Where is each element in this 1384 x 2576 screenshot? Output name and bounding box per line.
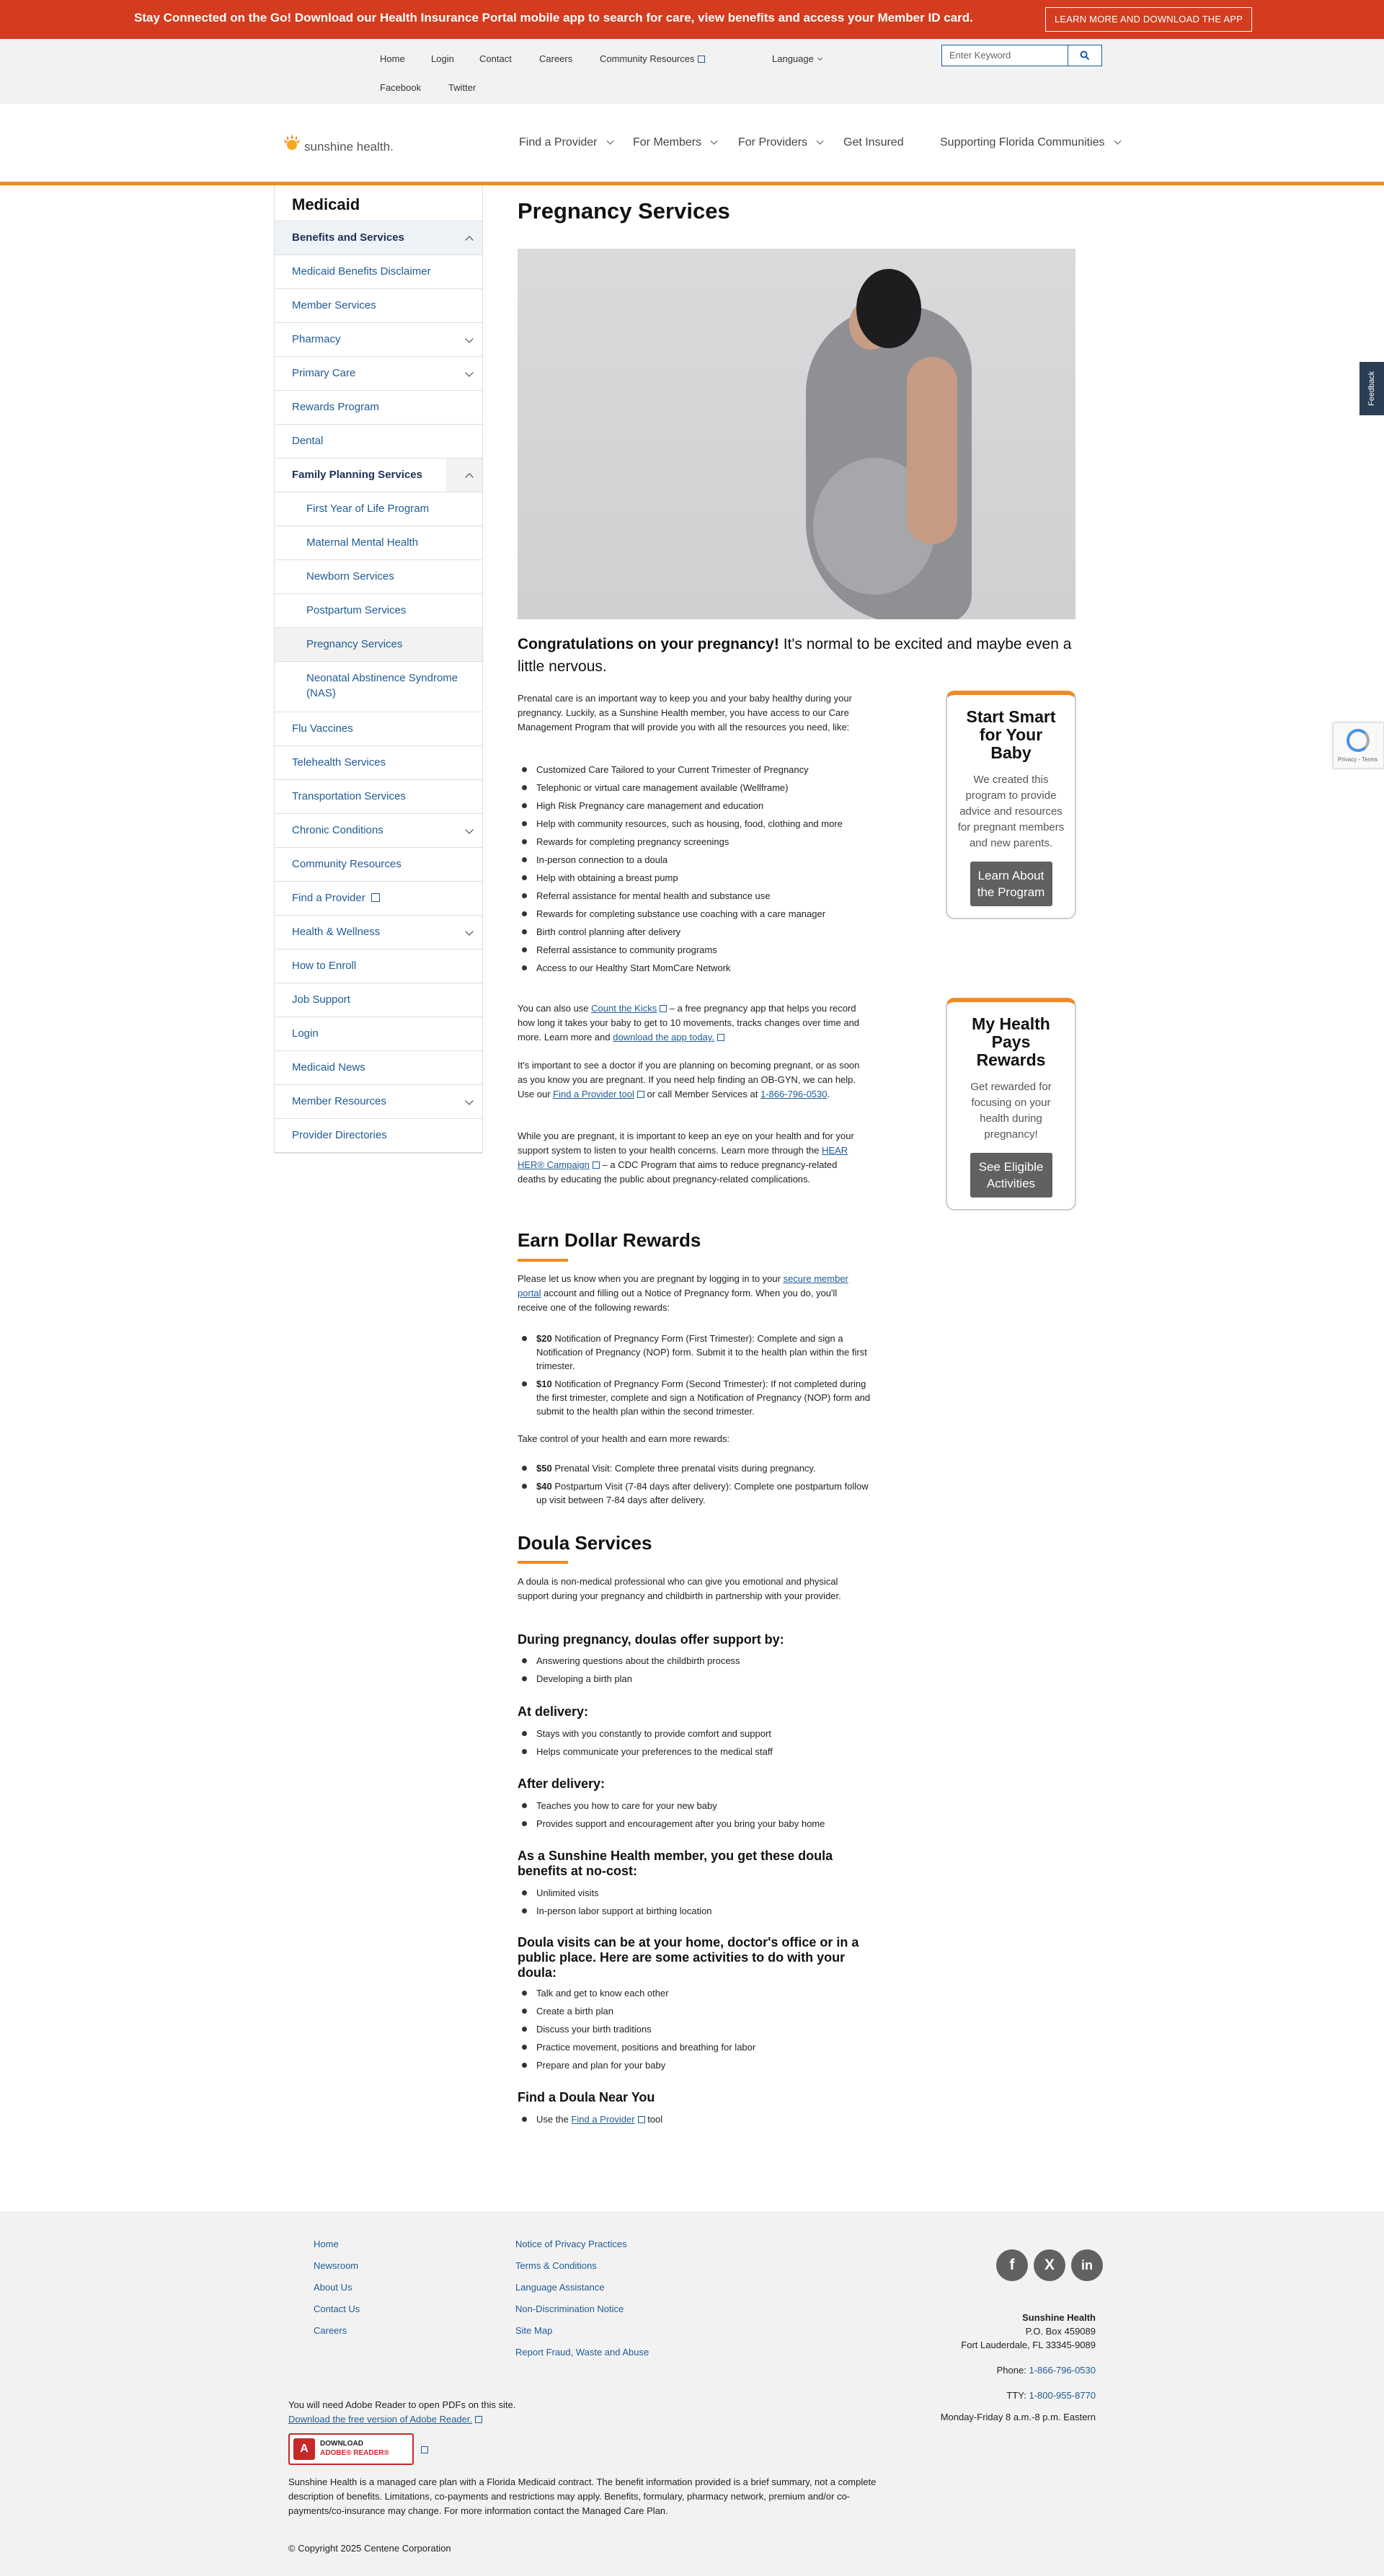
heading-underline (518, 1259, 568, 1262)
find-doula-list (518, 2112, 871, 2130)
adobe-pdf-icon: A (293, 2438, 315, 2460)
intro-paragraph: Prenatal care is an important way to keep you and your baby healthy during your pregnancy. Luckily, as a Sunshine Health member, you have access to our Care Management Program that will provide you with all the resources you need, like: (518, 693, 852, 732)
list-item: Answering questions about the childbirth process (518, 1654, 871, 1668)
feedback-tab[interactable]: Feedback (1359, 362, 1384, 415)
chevron-down-icon (817, 138, 824, 145)
sidebar-item-label: Chronic Conditions (292, 824, 383, 836)
learn-about-program-button[interactable]: Learn About the Program (970, 862, 1052, 906)
sidebar-item-provider-directories[interactable]: Provider Directories (275, 1119, 482, 1153)
external-link-icon (371, 893, 380, 902)
recaptcha-text: Privacy - Terms (1338, 756, 1378, 763)
list-item: Teaches you how to care for your new baby (518, 1799, 871, 1813)
list-item: High Risk Pregnancy care management and education (518, 799, 871, 813)
hear-her-campaign-link[interactable]: HEAR HER® Campaign (518, 1145, 848, 1170)
external-link-icon (637, 1091, 644, 1098)
list-item: Prepare and plan for your baby (518, 2058, 871, 2072)
list-item: Unlimited visits (518, 1886, 871, 1900)
card-text: We created this program to provide advice and resources for pregnant members and new parents. (957, 774, 1065, 849)
sun-logo-icon (281, 133, 303, 154)
sidebar-item-label: Pharmacy (292, 333, 341, 345)
text: It's important to see a doctor if you are planning on becoming pregnant, or as soon as you know you are pregnant. If you need help finding an OB-GYN, we can help. Use our (518, 1060, 860, 1099)
sidebar-item-member-services[interactable]: Member Services (275, 289, 482, 323)
see-doctor-paragraph (518, 1058, 864, 1102)
doula-services-heading: Doula Services (518, 1532, 652, 1554)
sidebar-item-label: Member Resources (292, 1095, 386, 1107)
list-item: Create a birth plan (518, 2004, 871, 2018)
download-app-link[interactable]: download the app today. (613, 1032, 714, 1043)
list-item: Birth control planning after delivery (518, 925, 871, 939)
footer-tty-link[interactable]: 1-800-955-8770 (1029, 2390, 1096, 2401)
list-item: Customized Care Tailored to your Current Trimester of Pregnancy (518, 763, 871, 776)
member-services-phone-link[interactable]: 1-866-796-0530 (760, 1089, 828, 1099)
logo-text: sunshine health. (304, 140, 394, 154)
banner-text: Stay Connected on the Go! Download our Health Insurance Portal mobile app to search for care, view benefits and access your Member ID card. (134, 11, 973, 25)
sidebar-item-medicaid-news[interactable]: Medicaid News (275, 1051, 482, 1085)
chevron-up-icon[interactable] (465, 236, 473, 244)
footer-language-link[interactable]: Language Assistance (515, 2282, 605, 2293)
community-resources-label: Community Resources (600, 53, 695, 64)
text: account and filling out a Notice of Pregnancy form. When you do, you'll receive one of the following rewards: (518, 1288, 838, 1313)
sidebar-item-medicaid-benefits-disclaimer[interactable]: Medicaid Benefits Disclaimer (275, 255, 482, 289)
nav-for-members[interactable] (633, 136, 717, 149)
reward-amount: $20 (536, 1333, 552, 1344)
sidebar-title: Medicaid (275, 185, 482, 221)
language-dropdown[interactable] (772, 53, 822, 64)
sidebar-item-health-wellness[interactable] (275, 916, 482, 950)
sidebar-item-chronic-conditions[interactable] (275, 814, 482, 848)
list-item (518, 1332, 871, 1373)
text: tool (644, 2114, 663, 2125)
adobe-badge-line2: ADOBE® READER® (320, 2449, 389, 2457)
sidebar-item-job-support[interactable]: Job Support (275, 983, 482, 1017)
card-text: Get rewarded for focusing on your health during pregnancy! (970, 1081, 1052, 1141)
site-header (0, 104, 1384, 185)
text: – a CDC Program that aims to reduce pregnancy-related deaths by educating the public about pregnancy-related complications. (518, 1159, 838, 1185)
sidebar-nav (274, 185, 483, 1154)
footer-phone-link[interactable]: 1-866-796-0530 (1029, 2365, 1096, 2376)
footer-terms-link[interactable]: Terms & Conditions (515, 2260, 597, 2271)
count-the-kicks-link[interactable]: Count the Kicks (591, 1003, 657, 1014)
external-link-icon (638, 2116, 645, 2123)
sidebar-item-pregnancy-services[interactable]: Pregnancy Services (275, 628, 482, 662)
footer-company-name: Sunshine Health (1022, 2312, 1096, 2323)
footer-phone (807, 2365, 1096, 2376)
chevron-down-icon (711, 138, 718, 145)
nav-for-providers[interactable] (738, 136, 822, 149)
reward-text: Notification of Pregnancy Form (First Trimester): Complete and sign a Notification of Pregnancy (NOP) form. Submit it to the health plan within the first trimester. (536, 1333, 867, 1371)
sidebar-item-maternal-mental-health[interactable]: Maternal Mental Health (275, 526, 482, 560)
list-item: Talk and get to know each other (518, 1986, 871, 2000)
footer-newsroom-link[interactable]: Newsroom (314, 2260, 359, 2271)
list-item (518, 1377, 871, 1418)
util-community-resources-link[interactable] (600, 53, 705, 64)
sidebar-item-newborn-services[interactable]: Newborn Services (275, 560, 482, 594)
rewards-intro-paragraph (518, 1272, 864, 1315)
hero-hair-shape (856, 269, 921, 348)
linkedin-icon[interactable]: in (1071, 2249, 1103, 2281)
external-link-icon (475, 2416, 482, 2423)
doula-intro-paragraph: A doula is non-medical professional who can give you emotional and physical support during your pregnancy and childbirth in partnership with your provider. (518, 1576, 841, 1601)
find-doula-heading: Find a Doula Near You (518, 2090, 655, 2104)
nav-get-insured[interactable]: Get Insured (843, 136, 904, 149)
footer-sitemap-link[interactable]: Site Map (515, 2325, 553, 2336)
util-home-link[interactable]: Home (380, 53, 405, 64)
nav-find-a-provider[interactable] (519, 136, 613, 149)
text: Use the (536, 2114, 572, 2125)
sidebar-item-how-to-enroll[interactable]: How to Enroll (275, 950, 482, 983)
take-control-text: Take control of your health and earn more rewards: (518, 1433, 730, 1444)
reward-amount: $40 (536, 1481, 552, 1492)
facebook-link[interactable]: Facebook (380, 82, 422, 93)
text: While you are pregnant, it is important to keep an eye on your health and for your support system to listen to your health concerns. Learn more through the (518, 1130, 854, 1156)
list-item (518, 2112, 871, 2126)
chevron-down-icon[interactable] (465, 1097, 473, 1105)
page-title: Pregnancy Services (518, 198, 730, 223)
reward-text: Prenatal Visit: Complete three prenatal visits during pregnancy. (551, 1463, 816, 1474)
site-footer (0, 2211, 1384, 2576)
twitter-link[interactable]: Twitter (448, 82, 476, 93)
footer-careers-link[interactable]: Careers (314, 2325, 347, 2336)
language-label: Language (772, 53, 814, 64)
doula-delivery-list (518, 1727, 871, 1763)
external-link-icon (717, 1034, 724, 1041)
pregnant-woman-hero-image (518, 249, 1075, 619)
footer-address-2: Fort Lauderdale, FL 33345-9089 (961, 2340, 1096, 2350)
my-health-pays-card (946, 998, 1076, 1210)
list-item: Help with obtaining a breast pump (518, 871, 871, 885)
utility-bar (0, 39, 1384, 104)
external-link-icon (421, 2446, 428, 2453)
footer-hours: Monday-Friday 8 a.m.-8 p.m. Eastern (940, 2412, 1096, 2422)
list-item: Access to our Healthy Start MomCare Network (518, 961, 871, 975)
app-download-banner (0, 0, 1384, 39)
count-the-kicks-paragraph (518, 1001, 864, 1045)
adobe-reader-link[interactable]: Download the free version of Adobe Reader. (288, 2414, 473, 2425)
text: – a free pregnancy app that helps you record how long it takes your baby to get to 10 movements, tracks changes over time and more. Learn more and (518, 1003, 860, 1043)
sidebar-item-community-resources[interactable]: Community Resources (275, 848, 482, 882)
sidebar-item-label: Family Planning Services (292, 469, 422, 481)
chevron-down-icon (817, 56, 822, 61)
sidebar-item-label: Health & Wellness (292, 926, 381, 938)
chevron-down-icon (606, 138, 613, 145)
heading-underline (518, 1561, 568, 1564)
care-list (518, 763, 871, 979)
footer-nondiscrimination-link[interactable]: Non-Discrimination Notice (515, 2303, 624, 2314)
sidebar-item-first-year-of-life[interactable]: First Year of Life Program (275, 492, 482, 526)
list-item: In-person labor support at birthing location (518, 1904, 871, 1918)
footer-report-fraud-link[interactable]: Report Fraud, Waste and Abuse (515, 2347, 649, 2358)
sidebar-item-member-resources[interactable] (275, 1085, 482, 1119)
text: . (827, 1089, 830, 1099)
list-item: Provides support and encouragement after you bring your baby home (518, 1817, 871, 1831)
list-item: Help with community resources, such as housing, food, clothing and more (518, 817, 871, 831)
footer-home-link[interactable]: Home (314, 2239, 339, 2249)
earn-dollar-rewards-heading: Earn Dollar Rewards (518, 1229, 701, 1251)
find-a-provider-tool-link[interactable]: Find a Provider tool (553, 1089, 634, 1099)
facebook-icon[interactable]: f (996, 2249, 1028, 2281)
list-item: Developing a birth plan (518, 1672, 871, 1686)
sidebar-item-label: Benefits and Services (292, 231, 404, 244)
doula-after-list (518, 1799, 871, 1835)
chevron-down-icon[interactable] (465, 335, 473, 342)
secure-member-portal-link[interactable]: secure member portal (518, 1273, 848, 1298)
nav-supporting-florida[interactable] (940, 136, 1120, 149)
list-item (518, 1461, 871, 1475)
reward-amount: $50 (536, 1463, 552, 1474)
doula-benefits-list (518, 1886, 871, 1922)
nav-label: Supporting Florida Communities (940, 136, 1105, 149)
sidebar-item-find-a-provider[interactable] (275, 882, 482, 916)
doula-after-heading: After delivery: (518, 1776, 606, 1791)
find-a-provider-link[interactable]: Find a Provider (571, 2114, 635, 2125)
nav-label: For Members (633, 136, 702, 149)
chevron-down-icon[interactable] (465, 927, 473, 935)
list-item: Stays with you constantly to provide comfort and support (518, 1727, 871, 1740)
tty-label: TTY: (1006, 2390, 1029, 2401)
sidebar-item-login[interactable]: Login (275, 1017, 482, 1051)
list-item: Telephonic or virtual care management available (Wellframe) (518, 781, 871, 795)
util-careers-link[interactable]: Careers (539, 53, 573, 64)
learn-more-download-button[interactable]: LEARN MORE AND DOWNLOAD THE APP (1045, 7, 1252, 32)
adobe-reader-badge[interactable] (288, 2433, 414, 2465)
external-link-icon (593, 1161, 600, 1169)
x-twitter-icon[interactable]: X (1034, 2249, 1065, 2281)
sidebar-item-transportation[interactable]: Transportation Services (275, 780, 482, 814)
card-title: Start Smart for Your Baby (966, 707, 1056, 762)
hear-her-paragraph (518, 1129, 864, 1187)
footer-about-link[interactable]: About Us (314, 2282, 352, 2293)
phone-label: Phone: (996, 2365, 1029, 2376)
list-item: Referral assistance for mental health and substance use (518, 889, 871, 903)
adobe-note: You will need Adobe Reader to open PDFs on this site. (288, 2399, 516, 2410)
card-title: My Health Pays Rewards (972, 1014, 1050, 1069)
footer-copyright: © Copyright 2025 Centene Corporation (288, 2543, 451, 2554)
reward-amount: $10 (536, 1378, 552, 1389)
sidebar-item-dental[interactable]: Dental (275, 425, 482, 459)
search-icon (1080, 50, 1090, 61)
list-item: Referral assistance to community programs (518, 943, 871, 957)
sidebar-item-label: Find a Provider (292, 892, 365, 904)
list-item: Rewards for completing substance use coaching with a care manager (518, 907, 871, 921)
doula-during-heading: During pregnancy, doulas offer support by: (518, 1632, 784, 1647)
hero-arm-shape (907, 357, 957, 544)
adobe-link-wrap (288, 2414, 482, 2425)
sunshine-health-logo[interactable] (281, 133, 394, 154)
doula-delivery-heading: At delivery: (518, 1704, 589, 1719)
list-item: In-person connection to a doula (518, 853, 871, 867)
adobe-badge-text (320, 2439, 389, 2458)
nav-label: For Providers (738, 136, 808, 149)
rewards-list-1 (518, 1332, 871, 1422)
doula-visits-heading: Doula visits can be at your home, doctor's office or in a public place. Here are some activities to do with your doula: (518, 1935, 859, 1980)
sidebar-item-pharmacy[interactable] (275, 323, 482, 357)
sidebar-item-telehealth[interactable]: Telehealth Services (275, 746, 482, 780)
external-link-icon (660, 1005, 667, 1012)
doula-during-list (518, 1654, 871, 1690)
chevron-down-icon[interactable] (465, 368, 473, 376)
util-contact-link[interactable]: Contact (479, 53, 512, 64)
search-button[interactable] (1068, 45, 1102, 66)
footer-address-1: P.O. Box 459089 (1025, 2326, 1096, 2337)
chevron-down-icon (1114, 138, 1121, 145)
see-eligible-activities-button[interactable]: See Eligible Activities (970, 1153, 1052, 1198)
sidebar-item-benefits-and-services[interactable] (275, 221, 482, 255)
sidebar-item-flu-vaccines[interactable]: Flu Vaccines (275, 712, 482, 746)
chevron-down-icon[interactable] (465, 826, 473, 833)
sidebar-item-rewards-program[interactable]: Rewards Program (275, 391, 482, 425)
list-item: Rewards for completing pregnancy screenings (518, 835, 871, 849)
recaptcha-badge[interactable] (1333, 722, 1384, 769)
list-item (518, 1479, 871, 1507)
text: Please let us know when you are pregnant by logging in to your (518, 1273, 784, 1284)
lead-bold: Congratulations on your pregnancy! (518, 636, 779, 652)
footer-tty (807, 2390, 1096, 2401)
reward-text: Notification of Pregnancy Form (Second Trimester): If not completed during the first trimester, complete and sign a Notification of Pregnancy (NOP) form and submit to the health plan within the second trimester. (536, 1378, 871, 1417)
list-item: Helps communicate your preferences to the medical staff (518, 1745, 871, 1758)
footer-privacy-link[interactable]: Notice of Privacy Practices (515, 2239, 627, 2249)
sidebar-item-postpartum-services[interactable]: Postpartum Services (275, 594, 482, 628)
footer-contact-link[interactable]: Contact Us (314, 2303, 360, 2314)
search-input[interactable]: Enter Keyword (941, 45, 1068, 66)
sidebar-item-primary-care[interactable] (275, 357, 482, 391)
rewards-list-2 (518, 1461, 871, 1511)
text: or call Member Services at (644, 1089, 760, 1099)
toggle-background (446, 459, 482, 492)
lead-rest: It's normal to be excited and maybe even a little nervous. (518, 636, 1072, 675)
external-link-icon (698, 56, 705, 63)
reward-text: Postpartum Visit (7-84 days after delivery): Complete one postpartum follow up visit between 7-84 days after delivery. (536, 1481, 869, 1505)
list-item: Practice movement, positions and breathing for labor (518, 2040, 871, 2054)
doula-benefits-heading: As a Sunshine Health member, you get these doula benefits at no-cost: (518, 1849, 833, 1878)
start-smart-card (946, 691, 1076, 919)
sidebar-item-label: Primary Care (292, 367, 356, 379)
text: You can also use (518, 1003, 592, 1014)
adobe-badge-line1: DOWNLOAD (320, 2440, 363, 2448)
footer-disclaimer: Sunshine Health is a managed care plan with a Florida Medicaid contract. The benefit information provided is a brief summary, not a complete description of benefits. Limitations, co-payments and restrictions may apply. Benefits, formulary, pharmacy network, premium and/or co-payments/co-insurance may change. For more information contact the Managed Care Plan. (288, 2477, 877, 2516)
nav-label: Find a Provider (519, 136, 598, 149)
doula-visits-list (518, 1986, 871, 2076)
sidebar-item-family-planning[interactable] (275, 459, 482, 492)
list-item: Discuss your birth traditions (518, 2022, 871, 2036)
recaptcha-icon (1347, 729, 1370, 752)
util-login-link[interactable]: Login (431, 53, 454, 64)
sidebar-item-nas[interactable]: Neonatal Abstinence Syndrome (NAS) (275, 662, 482, 712)
lead-paragraph (518, 633, 1075, 678)
